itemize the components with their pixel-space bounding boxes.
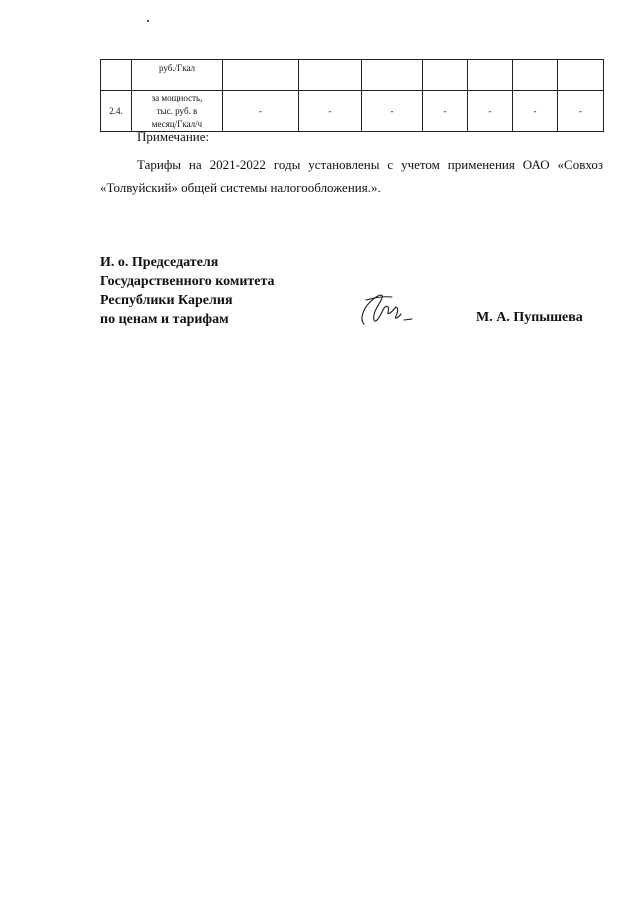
value-cell: - [468,91,513,132]
row-label-cell [132,91,223,132]
signer-name: М. А. Пупышева [476,310,583,325]
value-cell [223,60,299,91]
signer-position-line: по ценам и тарифам [100,312,229,327]
note-title: Примечание: [137,129,210,144]
value-cell: - [513,91,558,132]
value-cell: - [423,91,468,132]
value-cell [468,60,513,91]
note-text: Тарифы на 2021-2022 годы установлены с учетом применения ОАО «Совхоз «Толвуйский» общей системы налогообложения.». [100,157,603,195]
row-number-cell: 2.4. [101,91,132,132]
scan-speck [147,20,149,22]
value-cell [513,60,558,91]
handwritten-signature [352,290,414,328]
value-cell: - [558,91,604,132]
value-cell: - [223,91,299,132]
row-label-line: месяц/Гкал/ч [151,118,203,129]
row-number-cell [101,60,132,91]
value-cell [558,60,604,91]
row-label-line: тыс. руб. в [156,105,198,116]
value-cell: - [362,91,423,132]
tariff-table [100,59,604,132]
signer-position [100,253,275,329]
signer-position-line: Государственного комитета [100,274,275,289]
row-label-cell: руб./Гкал [132,60,223,91]
value-cell [423,60,468,91]
value-cell [299,60,362,91]
table-row [101,91,604,132]
signer-position-line: Республики Карелия [100,293,233,308]
value-cell: - [299,91,362,132]
row-label-line: за мощность, [151,92,203,103]
table-row [101,60,604,91]
value-cell [362,60,423,91]
signer-position-line: И. о. Председателя [100,255,219,270]
